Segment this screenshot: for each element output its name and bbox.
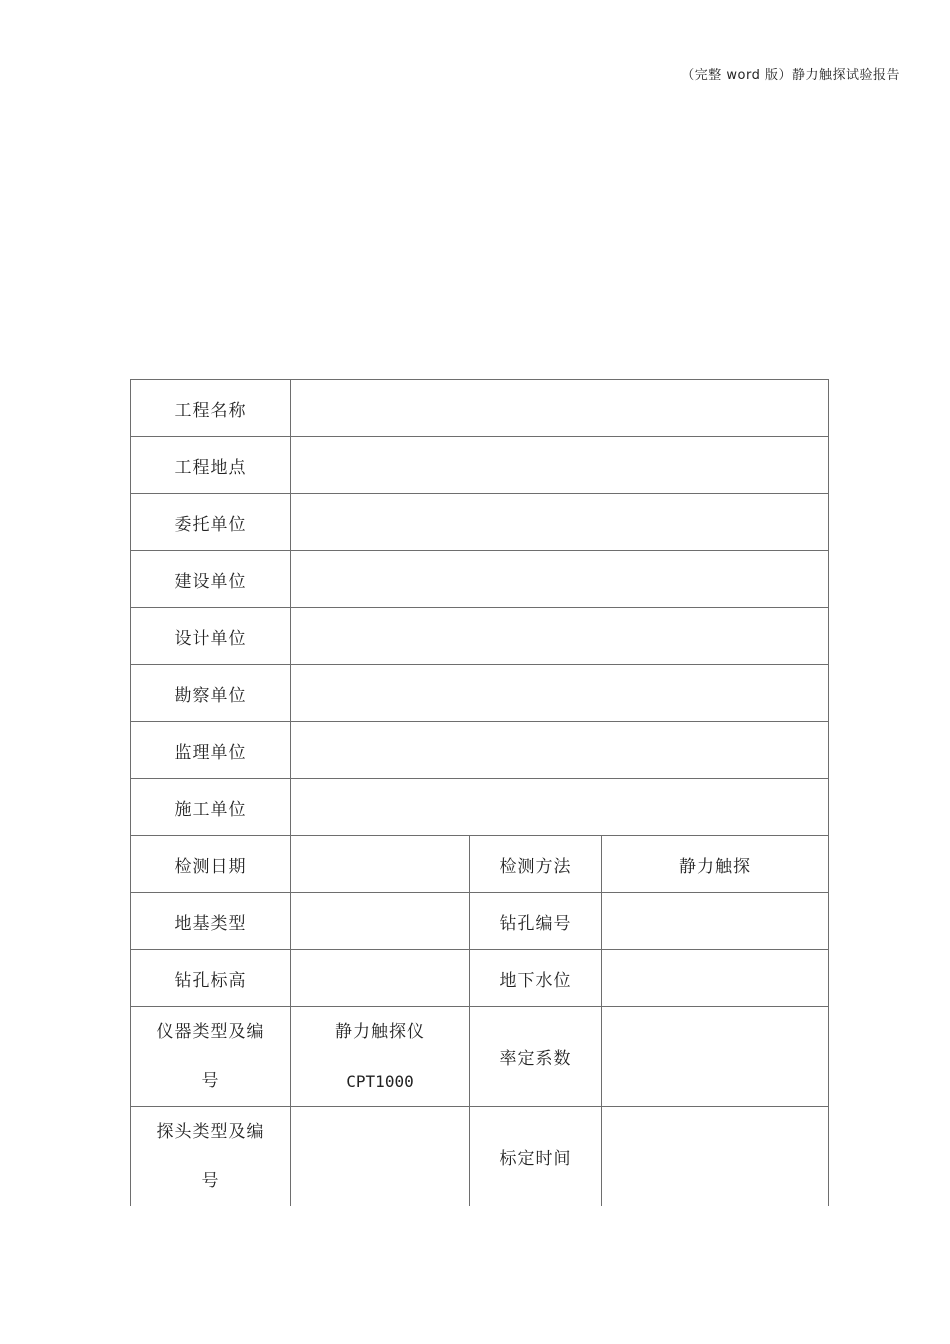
field-instrument-type[interactable] [291, 1007, 470, 1107]
label-probe-type-line2: 号 [201, 1170, 220, 1191]
row-probe [131, 1107, 829, 1207]
label-foundation-type: 地基类型 [131, 893, 291, 950]
field-calibration-time[interactable] [602, 1107, 829, 1207]
field-test-date[interactable] [291, 836, 470, 893]
row-test-date-method [131, 836, 829, 893]
label-construction-owner: 建设单位 [131, 551, 291, 608]
label-test-date: 检测日期 [131, 836, 291, 893]
label-instrument-type-line1: 仪器类型及编 [156, 1021, 265, 1042]
field-probe-type[interactable] [291, 1107, 470, 1207]
label-instrument-type-line2: 号 [201, 1070, 220, 1091]
row-client-unit [131, 494, 829, 551]
label-survey-unit: 勘察单位 [131, 665, 291, 722]
label-supervision-unit: 监理单位 [131, 722, 291, 779]
label-design-unit: 设计单位 [131, 608, 291, 665]
field-project-location[interactable] [291, 437, 829, 494]
label-test-method: 检测方法 [470, 836, 602, 893]
report-form-table [130, 379, 829, 1206]
document-header: （完整 word 版）静力触探试验报告 [681, 68, 900, 83]
field-borehole-elevation[interactable] [291, 950, 470, 1007]
field-design-unit[interactable] [291, 608, 829, 665]
field-calibration-factor[interactable] [602, 1007, 829, 1107]
row-instrument [131, 1007, 829, 1107]
label-calibration-factor: 率定系数 [470, 1007, 602, 1107]
field-foundation-type[interactable] [291, 893, 470, 950]
field-supervision-unit[interactable] [291, 722, 829, 779]
row-survey-unit [131, 665, 829, 722]
row-project-location [131, 437, 829, 494]
instrument-name: 静力触探仪 [335, 1021, 425, 1042]
label-calibration-time: 标定时间 [470, 1107, 602, 1207]
row-elevation-water [131, 950, 829, 1007]
field-construction-owner[interactable] [291, 551, 829, 608]
label-project-name: 工程名称 [131, 380, 291, 437]
field-project-name[interactable] [291, 380, 829, 437]
label-client-unit: 委托单位 [131, 494, 291, 551]
field-test-method[interactable]: 静力触探 [602, 836, 829, 893]
label-borehole-number: 钻孔编号 [470, 893, 602, 950]
field-survey-unit[interactable] [291, 665, 829, 722]
field-contractor-unit[interactable] [291, 779, 829, 836]
label-borehole-elevation: 钻孔标高 [131, 950, 291, 1007]
label-contractor-unit: 施工单位 [131, 779, 291, 836]
field-client-unit[interactable] [291, 494, 829, 551]
label-project-location: 工程地点 [131, 437, 291, 494]
row-contractor-unit [131, 779, 829, 836]
label-probe-type [131, 1107, 291, 1207]
field-groundwater-level[interactable] [602, 950, 829, 1007]
field-borehole-number[interactable] [602, 893, 829, 950]
row-construction-owner [131, 551, 829, 608]
label-instrument-type [131, 1007, 291, 1107]
row-supervision-unit [131, 722, 829, 779]
row-foundation-borehole [131, 893, 829, 950]
label-groundwater-level: 地下水位 [470, 950, 602, 1007]
row-design-unit [131, 608, 829, 665]
row-project-name [131, 380, 829, 437]
label-probe-type-line1: 探头类型及编 [156, 1121, 265, 1142]
instrument-model: CPT1000 [346, 1071, 414, 1091]
